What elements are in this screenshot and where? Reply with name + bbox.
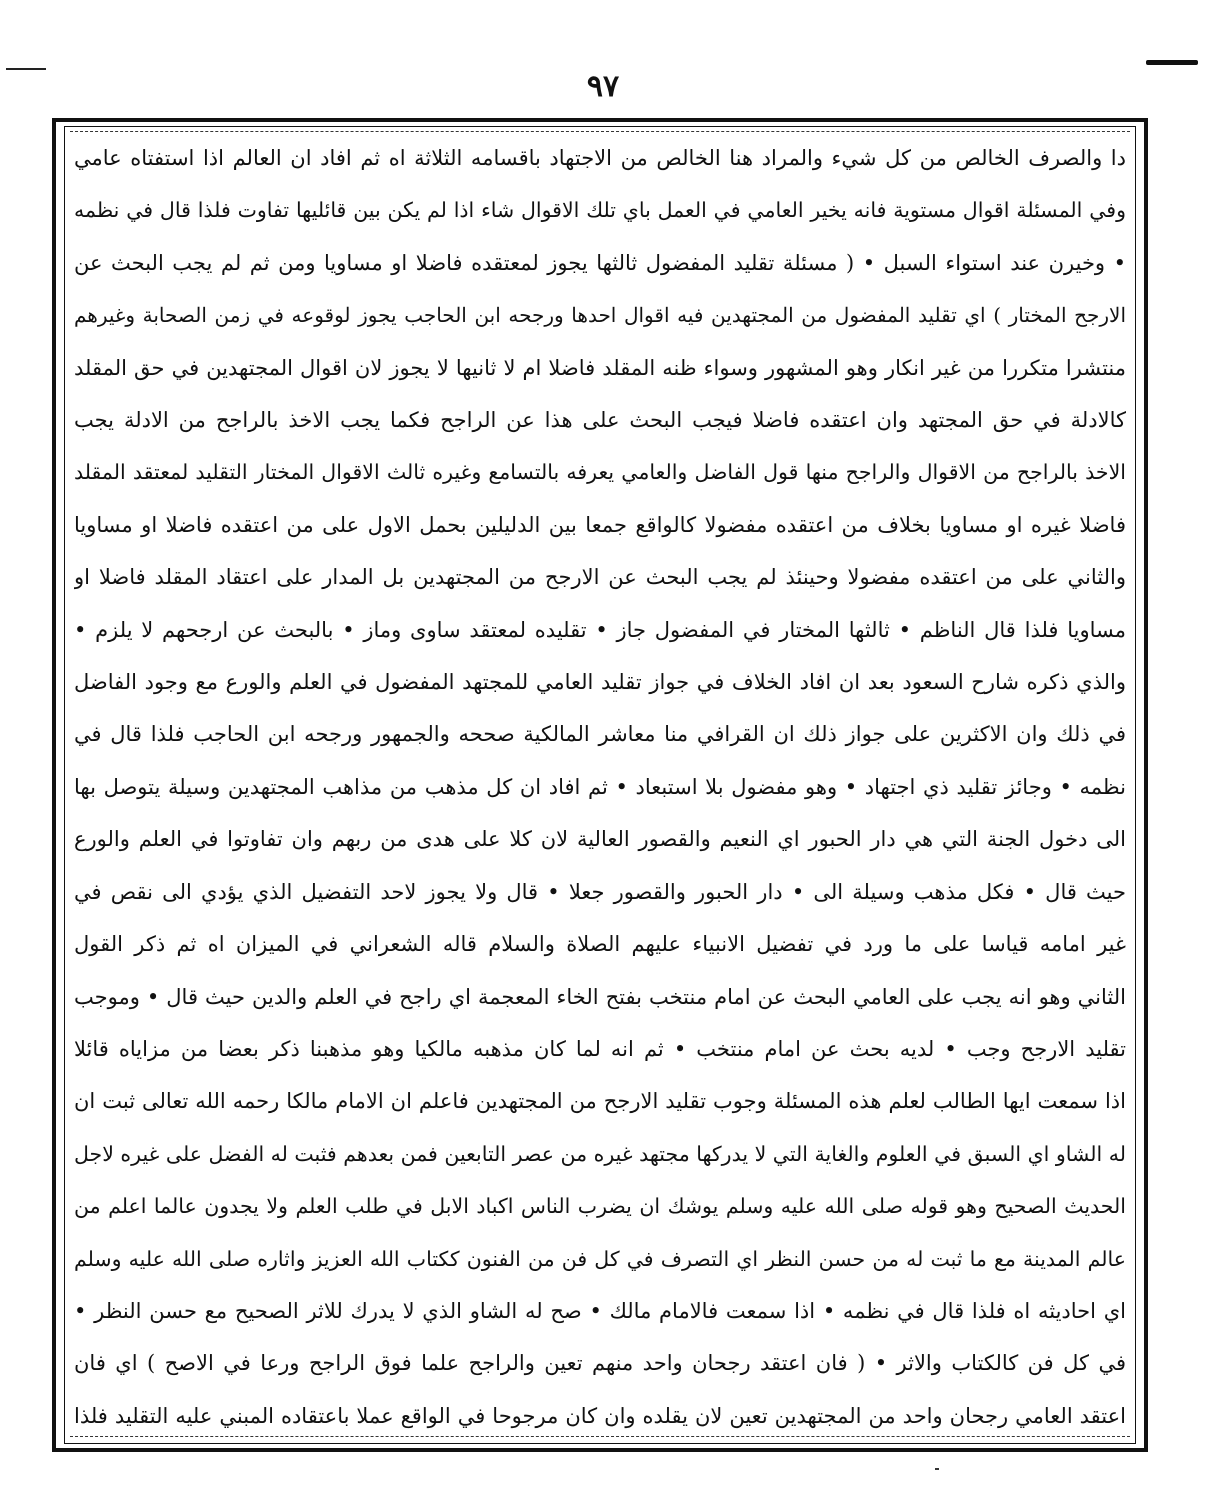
text-line: منتشرا متكررا من غير انكار وهو المشهور وسواء ظنه المقلد فاضلا ام لا ثانيها لا يجوز لان اقوال المجتهدين في حق المقلد [74, 355, 1126, 380]
text-line: حيث قال • فكل مذهب وسيلة الى • دار الحبور والقصور جعلا • قال ولا يجوز لاحد التفضيل الذي يؤدي الى نقص في [74, 879, 1126, 904]
text-line: الى دخول الجنة التي هي دار الحبور اي النعيم والقصور العالية لان كلا على هدى من ربهم وان تفاوتوا في العلم والورع [74, 827, 1126, 852]
text-line: عالم المدينة مع ما ثبت له من حسن النظر اي التصرف في كل فن من الفنون ككتاب الله العزيز واثاره صلى الله عليه وسلم [74, 1246, 1126, 1271]
text-line: والذي ذكره شارح السعود بعد ان افاد الخلاف في جواز تقليد العامي للمجتهد المفضول في العلم والورع مع وجود الفاضل [74, 670, 1126, 695]
text-line: الحديث الصحيح وهو قوله صلى الله عليه وسلم يوشك ان يضرب الناس اكباد الابل في طلب العلم ولا يجدون عالما اعلم من [74, 1194, 1126, 1219]
scan-mark-right [1146, 60, 1198, 65]
text-line: مساويا فلذا قال الناظم • ثالثها المختار في المفضول جاز • تقليده لمعتقد ساوى وماز • بالبحث عن ارجحهم لا يلزم • [74, 617, 1126, 642]
body-text [74, 138, 1126, 1436]
text-line: في كل فن كالكتاب والاثر • ( فان اعتقد رجحان واحد منهم تعين والراجح علما فوق الراجح ورعا في الاصح ) اي فان [74, 1351, 1126, 1376]
text-line: غير امامه قياسا على ما ورد في تفضيل الانبياء عليهم الصلاة والسلام قاله الشعراني في الميزان اه ثم ذكر القول [74, 932, 1126, 957]
frame-divider-bottom [70, 1436, 1130, 1437]
text-line: الاخذ بالراجح من الاقوال والراجح منها قول الفاضل والعامي يعرفه بالتسامع وغيره ثالث الاقوال المختار التقليد لمعتقد المقلد [74, 460, 1126, 485]
frame-divider-top [70, 131, 1130, 132]
scan-dot [935, 1468, 939, 1470]
text-line: والثاني على من اعتقده مفضولا وحينئذ لم يجب البحث عن الارجح من المجتهدين بل المدار على اعتقاد المقلد فاضلا او [74, 565, 1126, 590]
text-line: في ذلك وان الاكثرين على جواز ذلك ان القرافي منا معاشر المالكية صححه والجمهور ورجحه ابن الحاجب فلذا قال في [74, 722, 1126, 747]
text-line: اعتقد العامي رجحان واحد من المجتهدين تعين لان يقلده وان كان مرجوحا في الواقع عملا باعتقاده المبني عليه التقليد فلذا [74, 1403, 1126, 1428]
text-line: اذا سمعت ايها الطالب لعلم هذه المسئلة وجوب تقليد الارجح من المجتهدين فاعلم ان الامام مالكا رحمه الله تعالى ثبت ان [74, 1089, 1126, 1114]
text-line: له الشاو اي السبق في العلوم والغاية التي لا يدركها مجتهد غيره من عصر التابعين فمن بعدهم فثبت له الفضل على غيره لاجل [74, 1141, 1126, 1166]
text-line: تقليد الارجح وجب • لديه بحث عن امام منتخب • ثم انه لما كان مذهبه مالكيا وهو مذهبنا ذكر بعضا من مزاياه قائلا [74, 1036, 1126, 1061]
page-number: ٩٧ [586, 69, 620, 104]
text-line: • وخيرن عند استواء السبل • ( مسئلة تقليد المفضول ثالثها يجوز لمعتقده فاضلا او مساويا ومن ثم لم يجب البحث عن [74, 250, 1126, 275]
text-line: فاضلا غيره او مساويا بخلاف من اعتقده مفضولا كالواقع جمعا بين الدليلين بحمل الاول على من اعتقده فاضلا او مساويا [74, 512, 1126, 537]
text-line: الارجح المختار ) اي تقليد المفضول من المجتهدين فيه اقوال احدها ورجحه ابن الحاجب يجوز لوقوعه في زمن الصحابة وغيرهم [74, 303, 1126, 328]
text-line: دا والصرف الخالص من كل شيء والمراد هنا الخالص من الاجتهاد باقسامه الثلاثة اه ثم افاد ان العالم اذا استفتاه عامي [74, 146, 1126, 170]
text-line: كالادلة في حق المجتهد وان اعتقده فاضلا فيجب البحث على هذا عن الراجح فكما يجب الاخذ بالراجح من الادلة يجب [74, 408, 1126, 433]
text-line: الثاني وهو انه يجب على العامي البحث عن امام منتخب بفتح الخاء المعجمة اي راجح في العلم والدين حيث قال • وموجب [74, 984, 1126, 1009]
text-line: نظمه • وجائز تقليد ذي اجتهاد • وهو مفضول بلا استبعاد • ثم افاد ان كل مذهب من مذاهب المجتهدين وسيلة يتوصل بها [74, 774, 1126, 799]
text-line: اي احاديثه اه فلذا قال في نظمه • اذا سمعت فالامام مالك • صح له الشاو الذي لا يدرك للاثر الصحيح مع حسن النظر • [74, 1298, 1126, 1323]
text-line: وفي المسئلة اقوال مستوية فانه يخير العامي في العمل باي تلك الاقوال شاء اذا لم يكن بين قائليها تفاوت فلذا قال في نظمه [74, 198, 1126, 223]
